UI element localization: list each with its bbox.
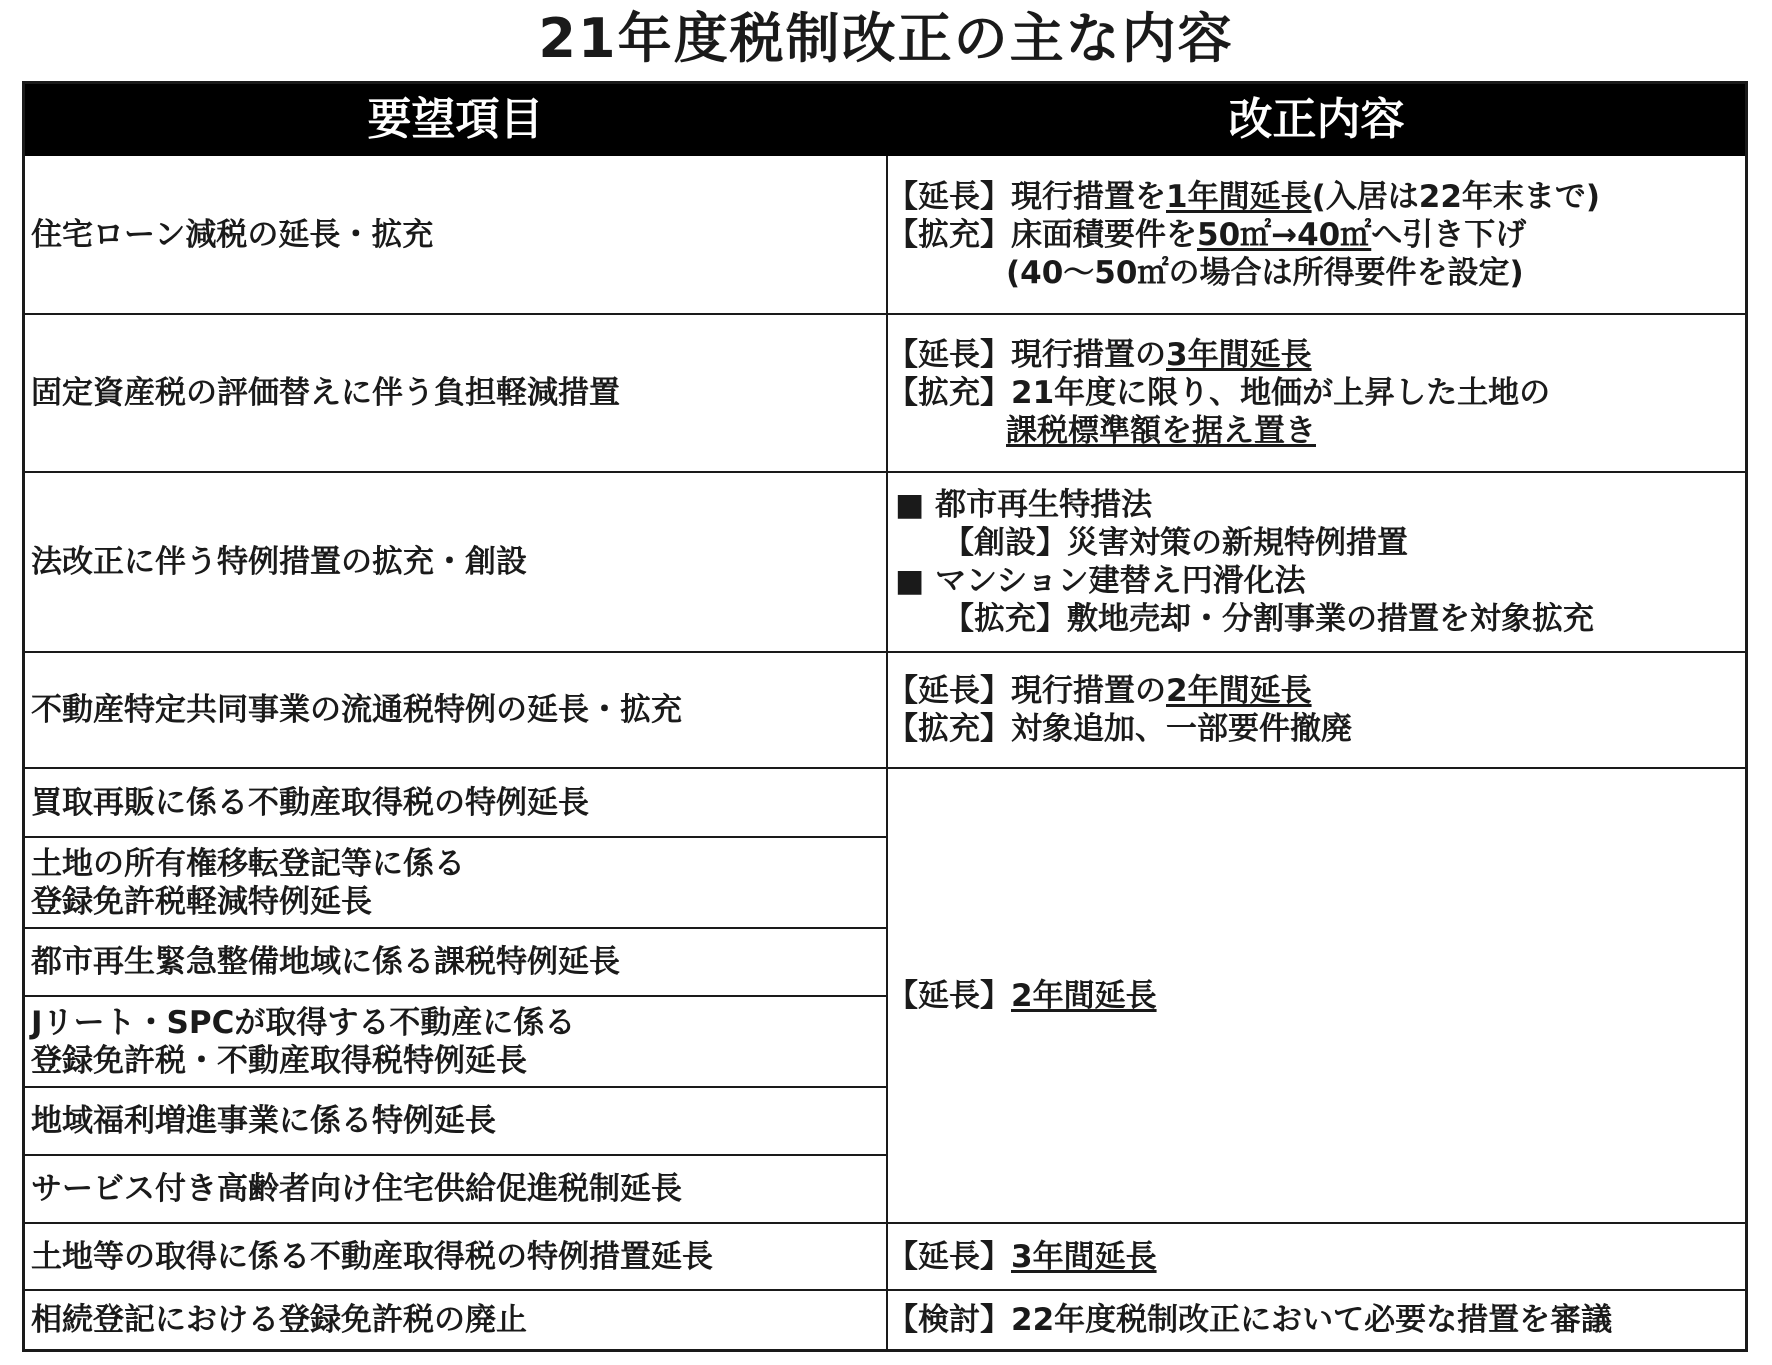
- group-item: [31, 929, 881, 995]
- underlined-text: 課税標準額を据え置き: [1006, 413, 1316, 449]
- item-text: 買取再販に係る不動産取得税の特例延長: [31, 784, 589, 821]
- tag-expansion: 【拡充】: [887, 375, 1011, 411]
- row-fixed-asset-content: [887, 315, 1743, 471]
- tag-review: 【検討】: [887, 1302, 1011, 1338]
- item-text: 法改正に伴う特例措置の拡充・創設: [31, 544, 527, 580]
- tag-extension: 【延長】: [887, 178, 1011, 215]
- tag-expansion: 【拡充】: [887, 216, 1011, 253]
- underlined-text: 1年間延長: [1166, 178, 1312, 215]
- content-text: (入居は22年末まで): [1311, 178, 1601, 215]
- group-item: [31, 769, 881, 836]
- content-text: 対象追加、一部要件撤廃: [1011, 711, 1352, 747]
- content-line: ■ マンション建替え円滑化法: [895, 563, 1306, 599]
- content-line: [887, 374, 1743, 412]
- page-title: 21年度税制改正の主な内容: [538, 7, 1234, 70]
- item-text: 相続登記における登録免許税の廃止: [31, 1302, 527, 1338]
- header-revision-content: 改正内容: [1228, 94, 1405, 145]
- content-line: 【創設】災害対策の新規特例措置: [943, 525, 1408, 561]
- content-text: 床面積要件を: [1011, 216, 1197, 253]
- item-text: 土地の所有権移転登記等に係る: [31, 845, 465, 882]
- tag-extension: 【延長】: [887, 1238, 1011, 1275]
- underlined-text: 3年間延長: [1166, 337, 1312, 373]
- item-text: 住宅ローン減税の延長・拡充: [31, 216, 434, 253]
- content-text: 現行措置を: [1011, 178, 1166, 215]
- row-inheritance-item: [31, 1291, 881, 1349]
- row-law-revision-item: [31, 473, 881, 651]
- content-line: [887, 977, 1743, 1015]
- item-text: 地域福利増進事業に係る特例延長: [31, 1103, 496, 1139]
- content-line: (40～50㎡の場合は所得要件を設定): [1006, 254, 1524, 291]
- tag-extension: 【延長】: [887, 337, 1011, 373]
- tag-extension: 【延長】: [887, 673, 1011, 709]
- row-real-estate-joint-content: [887, 653, 1743, 767]
- content-text: 21年度に限り、地価が上昇した土地の: [1011, 375, 1551, 411]
- group-item: [31, 1088, 881, 1154]
- row-land-acquisition-item: [31, 1224, 881, 1289]
- content-text: 22年度税制改正において必要な措置を審議: [1011, 1302, 1613, 1338]
- content-line: [887, 336, 1743, 374]
- content-line: [887, 178, 1743, 216]
- underlined-text: 2年間延長: [1011, 977, 1157, 1014]
- row-real-estate-joint-item: [31, 653, 881, 767]
- content-line: [887, 1301, 1743, 1339]
- item-text: サービス付き高齢者向け住宅供給促進税制延長: [31, 1171, 682, 1207]
- content-line: ■ 都市再生特措法: [895, 487, 1153, 523]
- item-text: 都市再生緊急整備地域に係る課税特例延長: [31, 944, 620, 980]
- tag-expansion: 【拡充】: [887, 711, 1011, 747]
- tag-extension: 【延長】: [887, 977, 1011, 1014]
- underlined-text: 2年間延長: [1166, 673, 1312, 709]
- content-line: [887, 1238, 1743, 1276]
- row-housing-loan-content: [887, 156, 1743, 313]
- content-text: へ引き下げ: [1371, 216, 1527, 253]
- item-text: Jリート・SPCが取得する不動産に係る: [31, 1004, 576, 1041]
- group-item: [31, 838, 881, 927]
- content-text: 現行措置の: [1011, 673, 1166, 709]
- header-request-items: 要望項目: [367, 94, 544, 145]
- item-text: 不動産特定共同事業の流通税特例の延長・拡充: [31, 692, 682, 728]
- tax-reform-table: [22, 81, 1748, 1352]
- item-text: 登録免許税・不動産取得税特例延長: [31, 1042, 527, 1079]
- underlined-text: 3年間延長: [1011, 1238, 1157, 1275]
- row-inheritance-content: [887, 1291, 1743, 1349]
- content-line: [887, 710, 1743, 748]
- content-line: [887, 216, 1743, 254]
- row-land-acquisition-content: [887, 1224, 1743, 1289]
- row-law-revision-content: [887, 473, 1743, 651]
- row-housing-loan-item: [31, 156, 881, 313]
- group-item: [31, 997, 881, 1086]
- content-text: 現行措置の: [1011, 337, 1166, 373]
- content-line: 【拡充】敷地売却・分割事業の措置を対象拡充: [943, 601, 1594, 637]
- content-line: [887, 672, 1743, 710]
- group-item: [31, 1156, 881, 1222]
- table-header: [25, 84, 1745, 156]
- item-text: 土地等の取得に係る不動産取得税の特例措置延長: [31, 1238, 713, 1275]
- group-content: [887, 769, 1743, 1222]
- item-text: 登録免許税軽減特例延長: [31, 883, 372, 920]
- content-line: [887, 412, 1743, 450]
- item-text: 固定資産税の評価替えに伴う負担軽減措置: [31, 375, 620, 411]
- row-fixed-asset-item: [31, 315, 881, 471]
- underlined-text: 50㎡→40㎡: [1197, 216, 1372, 253]
